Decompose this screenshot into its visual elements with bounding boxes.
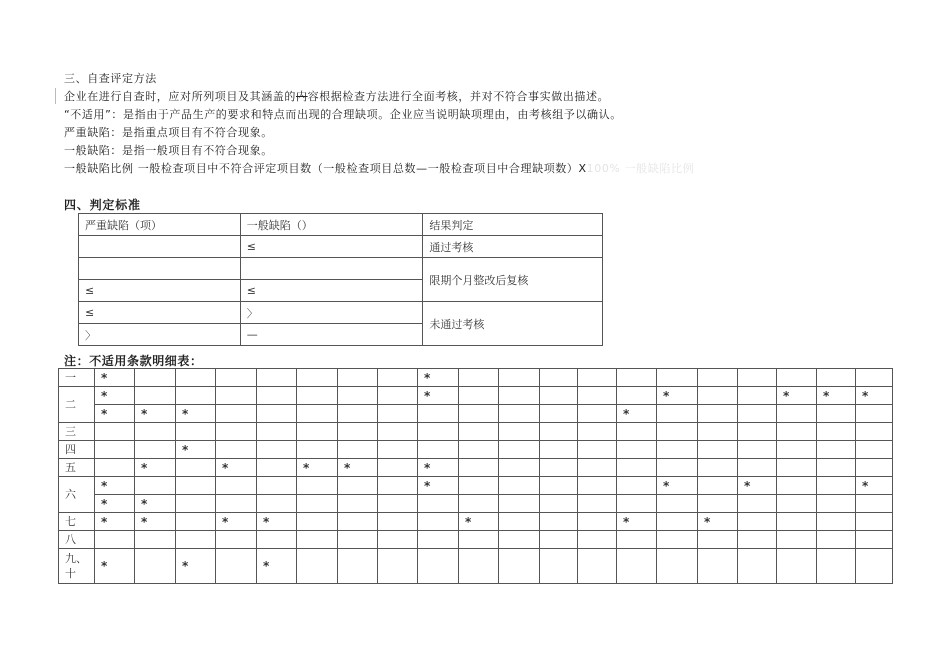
table-cell [817,423,856,441]
table-cell [257,423,297,441]
table-cell [817,513,856,531]
table-cell [297,549,338,584]
table-cell: 通过考核 [423,236,603,258]
table-row [59,423,893,441]
table-row [59,477,893,495]
table-cell [578,549,617,584]
table-cell [499,477,540,495]
not-applicable-mark: * [856,477,893,495]
table-cell [856,405,893,423]
table-row [59,495,893,513]
table-cell [378,369,418,387]
faint-formula-text: 100% 一般缺陷比例 [586,162,695,175]
not-applicable-mark: * [216,459,257,477]
table-cell [499,513,540,531]
table-cell [657,369,698,387]
table-header-row [79,214,603,236]
table-cell [738,369,777,387]
table-cell [499,495,540,513]
table-cell [499,423,540,441]
table-cell: ≤ [240,280,423,302]
header-result: 结果判定 [423,214,603,236]
table-cell: ≤ [240,236,423,258]
table-cell [216,369,257,387]
not-applicable-mark: * [135,495,176,513]
table-cell [257,405,297,423]
table-cell [95,531,135,549]
not-applicable-mark: * [777,387,817,405]
table-cell [338,549,378,584]
table-cell [578,495,617,513]
table-cell [297,405,338,423]
table-cell [540,477,578,495]
table-cell [176,531,216,549]
table-cell [856,369,893,387]
table-cell [657,441,698,459]
note-heading: 注：不适用条款明细表： [64,354,203,368]
table-cell [499,405,540,423]
table-cell [297,387,338,405]
table-cell [738,423,777,441]
not-applicable-mark: * [418,477,459,495]
struck-character: 内 [296,90,308,103]
table-cell [338,423,378,441]
table-cell [499,441,540,459]
not-applicable-mark: * [817,387,856,405]
not-applicable-mark: * [95,369,135,387]
table-cell [135,549,176,584]
not-applicable-mark: * [657,477,698,495]
table-cell [95,459,135,477]
table-cell [135,369,176,387]
not-applicable-mark: * [135,513,176,531]
table-cell [738,441,777,459]
table-cell [657,423,698,441]
table-cell [257,531,297,549]
table-cell [738,387,777,405]
table-cell [378,495,418,513]
table-cell [617,459,657,477]
table-cell [817,549,856,584]
table-cell [459,459,499,477]
table-cell [216,531,257,549]
table-cell [540,513,578,531]
table-cell [459,387,499,405]
table-cell [657,495,698,513]
row-label: 六 [59,477,95,513]
table-cell [578,441,617,459]
table-cell [617,531,657,549]
table-cell [176,369,216,387]
table-cell [499,369,540,387]
table-cell [540,495,578,513]
table-cell [578,423,617,441]
not-applicable-mark: * [297,459,338,477]
table-row [79,302,603,324]
not-applicable-mark: * [338,459,378,477]
table-row [59,441,893,459]
table-cell [79,258,241,280]
table-cell [216,549,257,584]
table-cell [176,513,216,531]
table-cell [657,405,698,423]
table-cell [698,387,738,405]
table-cell [817,495,856,513]
row-label: 四 [59,441,95,459]
not-applicable-mark: * [135,405,176,423]
table-cell [378,549,418,584]
table-cell [738,459,777,477]
not-applicable-mark: * [459,513,499,531]
table-cell [738,531,777,549]
table-cell [617,549,657,584]
table-cell [617,495,657,513]
table-cell [540,405,578,423]
table-cell [738,549,777,584]
paragraph-defect-ratio: 一般缺陷比例 一般检查项目中不符合评定项目数（一般检查项目总数—一般检查项目中合理缺项数）X100% 一般缺陷比例 [64,162,695,175]
table-row [59,531,893,549]
table-cell [738,405,777,423]
table-cell [338,387,378,405]
table-cell [378,423,418,441]
table-cell [698,459,738,477]
paragraph-method: 企业在进行自查时，应对所列项目及其涵盖的内容根据检查方法进行全面考核，并对不符合事实做出描述。 [64,90,610,103]
not-applicable-mark: * [418,387,459,405]
table-row [59,513,893,531]
table-cell [459,495,499,513]
table-cell [257,369,297,387]
not-applicable-mark: * [856,387,893,405]
row-label: 五 [59,459,95,477]
not-applicable-mark: * [176,549,216,584]
table-cell [657,531,698,549]
table-cell [657,459,698,477]
table-cell [856,423,893,441]
not-applicable-mark: * [418,459,459,477]
not-applicable-detail-table [58,368,893,584]
table-cell [777,549,817,584]
paragraph-general-defect: 一般缺陷：是指一般项目有不符合现象。 [64,144,273,157]
table-cell [257,441,297,459]
table-cell [777,369,817,387]
not-applicable-mark: * [95,513,135,531]
table-cell [817,477,856,495]
table-cell [459,441,499,459]
table-cell [95,441,135,459]
not-applicable-mark: * [95,477,135,495]
table-cell [176,495,216,513]
self-assessment-section [64,70,924,178]
not-applicable-mark: * [617,405,657,423]
table-cell [135,477,176,495]
table-cell [338,477,378,495]
section-heading-4: 四、判定标准 [64,198,141,212]
table-cell [617,369,657,387]
table-cell [297,513,338,531]
table-cell [578,405,617,423]
table-cell [856,441,893,459]
table-cell [578,387,617,405]
table-cell [418,531,459,549]
not-applicable-mark: * [257,513,297,531]
table-cell [578,459,617,477]
table-cell [698,405,738,423]
table-cell [378,513,418,531]
table-row [59,387,893,405]
table-cell [216,441,257,459]
table-cell [135,441,176,459]
table-cell [657,549,698,584]
table-cell [378,441,418,459]
table-cell [216,423,257,441]
not-applicable-mark: * [95,549,135,584]
table-cell [378,387,418,405]
table-cell [459,477,499,495]
table-cell: 〉 [79,324,241,346]
table-cell [459,405,499,423]
table-cell [297,477,338,495]
table-cell [657,513,698,531]
table-cell [418,549,459,584]
paragraph-serious-defect: 严重缺陷：是指重点项目有不符合现象。 [64,126,273,139]
table-cell [738,513,777,531]
table-cell [378,477,418,495]
table-cell [698,495,738,513]
not-applicable-mark: * [738,477,777,495]
table-cell [698,477,738,495]
table-cell [297,531,338,549]
text-cursor-bar [55,88,56,104]
table-cell [817,459,856,477]
table-cell [176,477,216,495]
table-row [59,459,893,477]
section-heading-3: 三、自查评定方法 [64,72,157,85]
table-cell [777,495,817,513]
table-cell [617,477,657,495]
table-cell [578,477,617,495]
table-cell: ≤ [79,302,241,324]
table-cell [777,405,817,423]
table-cell [176,387,216,405]
table-cell [418,441,459,459]
row-label: 七 [59,513,95,531]
table-cell [777,423,817,441]
table-cell [216,405,257,423]
table-cell [540,387,578,405]
table-cell [817,405,856,423]
table-cell [617,441,657,459]
table-row [59,405,893,423]
table-cell [459,369,499,387]
table-row [59,549,893,584]
table-cell [856,495,893,513]
table-row [59,369,893,387]
table-cell [698,441,738,459]
table-cell [418,423,459,441]
table-cell [777,477,817,495]
table-cell [459,549,499,584]
table-cell [499,459,540,477]
table-cell [698,423,738,441]
table-cell [338,513,378,531]
table-cell [499,387,540,405]
not-applicable-mark: * [176,405,216,423]
not-applicable-mark: * [617,513,657,531]
table-cell [378,459,418,477]
not-applicable-mark: * [698,513,738,531]
table-cell [499,549,540,584]
not-applicable-mark: * [95,387,135,405]
row-label: 二 [59,387,95,423]
table-cell [738,495,777,513]
table-cell [459,423,499,441]
row-label: 九、 十 [59,549,95,584]
table-cell [95,423,135,441]
table-cell [257,495,297,513]
table-cell [578,513,617,531]
table-cell: ≤ [79,280,241,302]
table-row [79,258,603,280]
table-cell [817,531,856,549]
table-cell [459,531,499,549]
row-label: 八 [59,531,95,549]
table-cell [817,369,856,387]
paragraph-not-applicable: “不适用”：是指由于产品生产的要求和特点而出现的合理缺项。企业应当说明缺项理由，由考核组予以确认。 [64,108,622,121]
table-cell [176,459,216,477]
table-cell [540,423,578,441]
table-cell [578,369,617,387]
table-cell [176,423,216,441]
table-cell [856,459,893,477]
table-cell [777,531,817,549]
row-label: 一 [59,369,95,387]
not-applicable-mark: * [657,387,698,405]
table-cell [540,549,578,584]
table-cell [856,513,893,531]
table-cell [540,531,578,549]
table-cell [216,495,257,513]
table-cell: 限期个月整改后复核 [423,258,603,302]
table-cell [817,441,856,459]
table-cell [578,531,617,549]
header-serious-defects: 严重缺陷（项） [79,214,241,236]
table-cell [297,369,338,387]
table-cell [418,513,459,531]
table-cell [338,531,378,549]
table-cell [540,441,578,459]
table-cell [698,531,738,549]
table-cell [135,531,176,549]
table-cell [297,423,338,441]
table-cell [297,441,338,459]
not-applicable-mark: * [95,405,135,423]
table-cell: 〉 [240,302,423,324]
row-label: 三 [59,423,95,441]
table-cell [499,531,540,549]
table-cell [540,459,578,477]
header-general-defects: 一般缺陷（） [240,214,423,236]
table-cell [777,459,817,477]
table-cell [856,531,893,549]
table-cell [216,387,257,405]
table-cell [856,549,893,584]
not-applicable-mark: * [216,513,257,531]
table-cell [378,405,418,423]
not-applicable-mark: * [95,495,135,513]
table-cell [216,477,257,495]
table-cell [698,369,738,387]
table-row [79,236,603,258]
table-cell [540,369,578,387]
table-cell [79,236,241,258]
table-cell [777,441,817,459]
table-cell [338,405,378,423]
not-applicable-mark: * [257,549,297,584]
table-cell: 未通过考核 [423,302,603,346]
table-cell [135,387,176,405]
table-cell: — [240,324,423,346]
table-cell [338,441,378,459]
table-cell [257,477,297,495]
table-cell [257,459,297,477]
table-cell [418,495,459,513]
table-cell [378,531,418,549]
judgement-criteria-table [78,213,603,346]
table-cell [338,369,378,387]
table-cell [240,258,423,280]
table-cell [617,387,657,405]
table-cell [418,405,459,423]
table-cell [135,423,176,441]
table-cell [297,495,338,513]
table-cell [777,513,817,531]
not-applicable-mark: * [176,441,216,459]
table-cell [698,549,738,584]
not-applicable-mark: * [418,369,459,387]
table-cell [338,495,378,513]
table-cell [257,387,297,405]
not-applicable-mark: * [135,459,176,477]
table-cell [617,423,657,441]
